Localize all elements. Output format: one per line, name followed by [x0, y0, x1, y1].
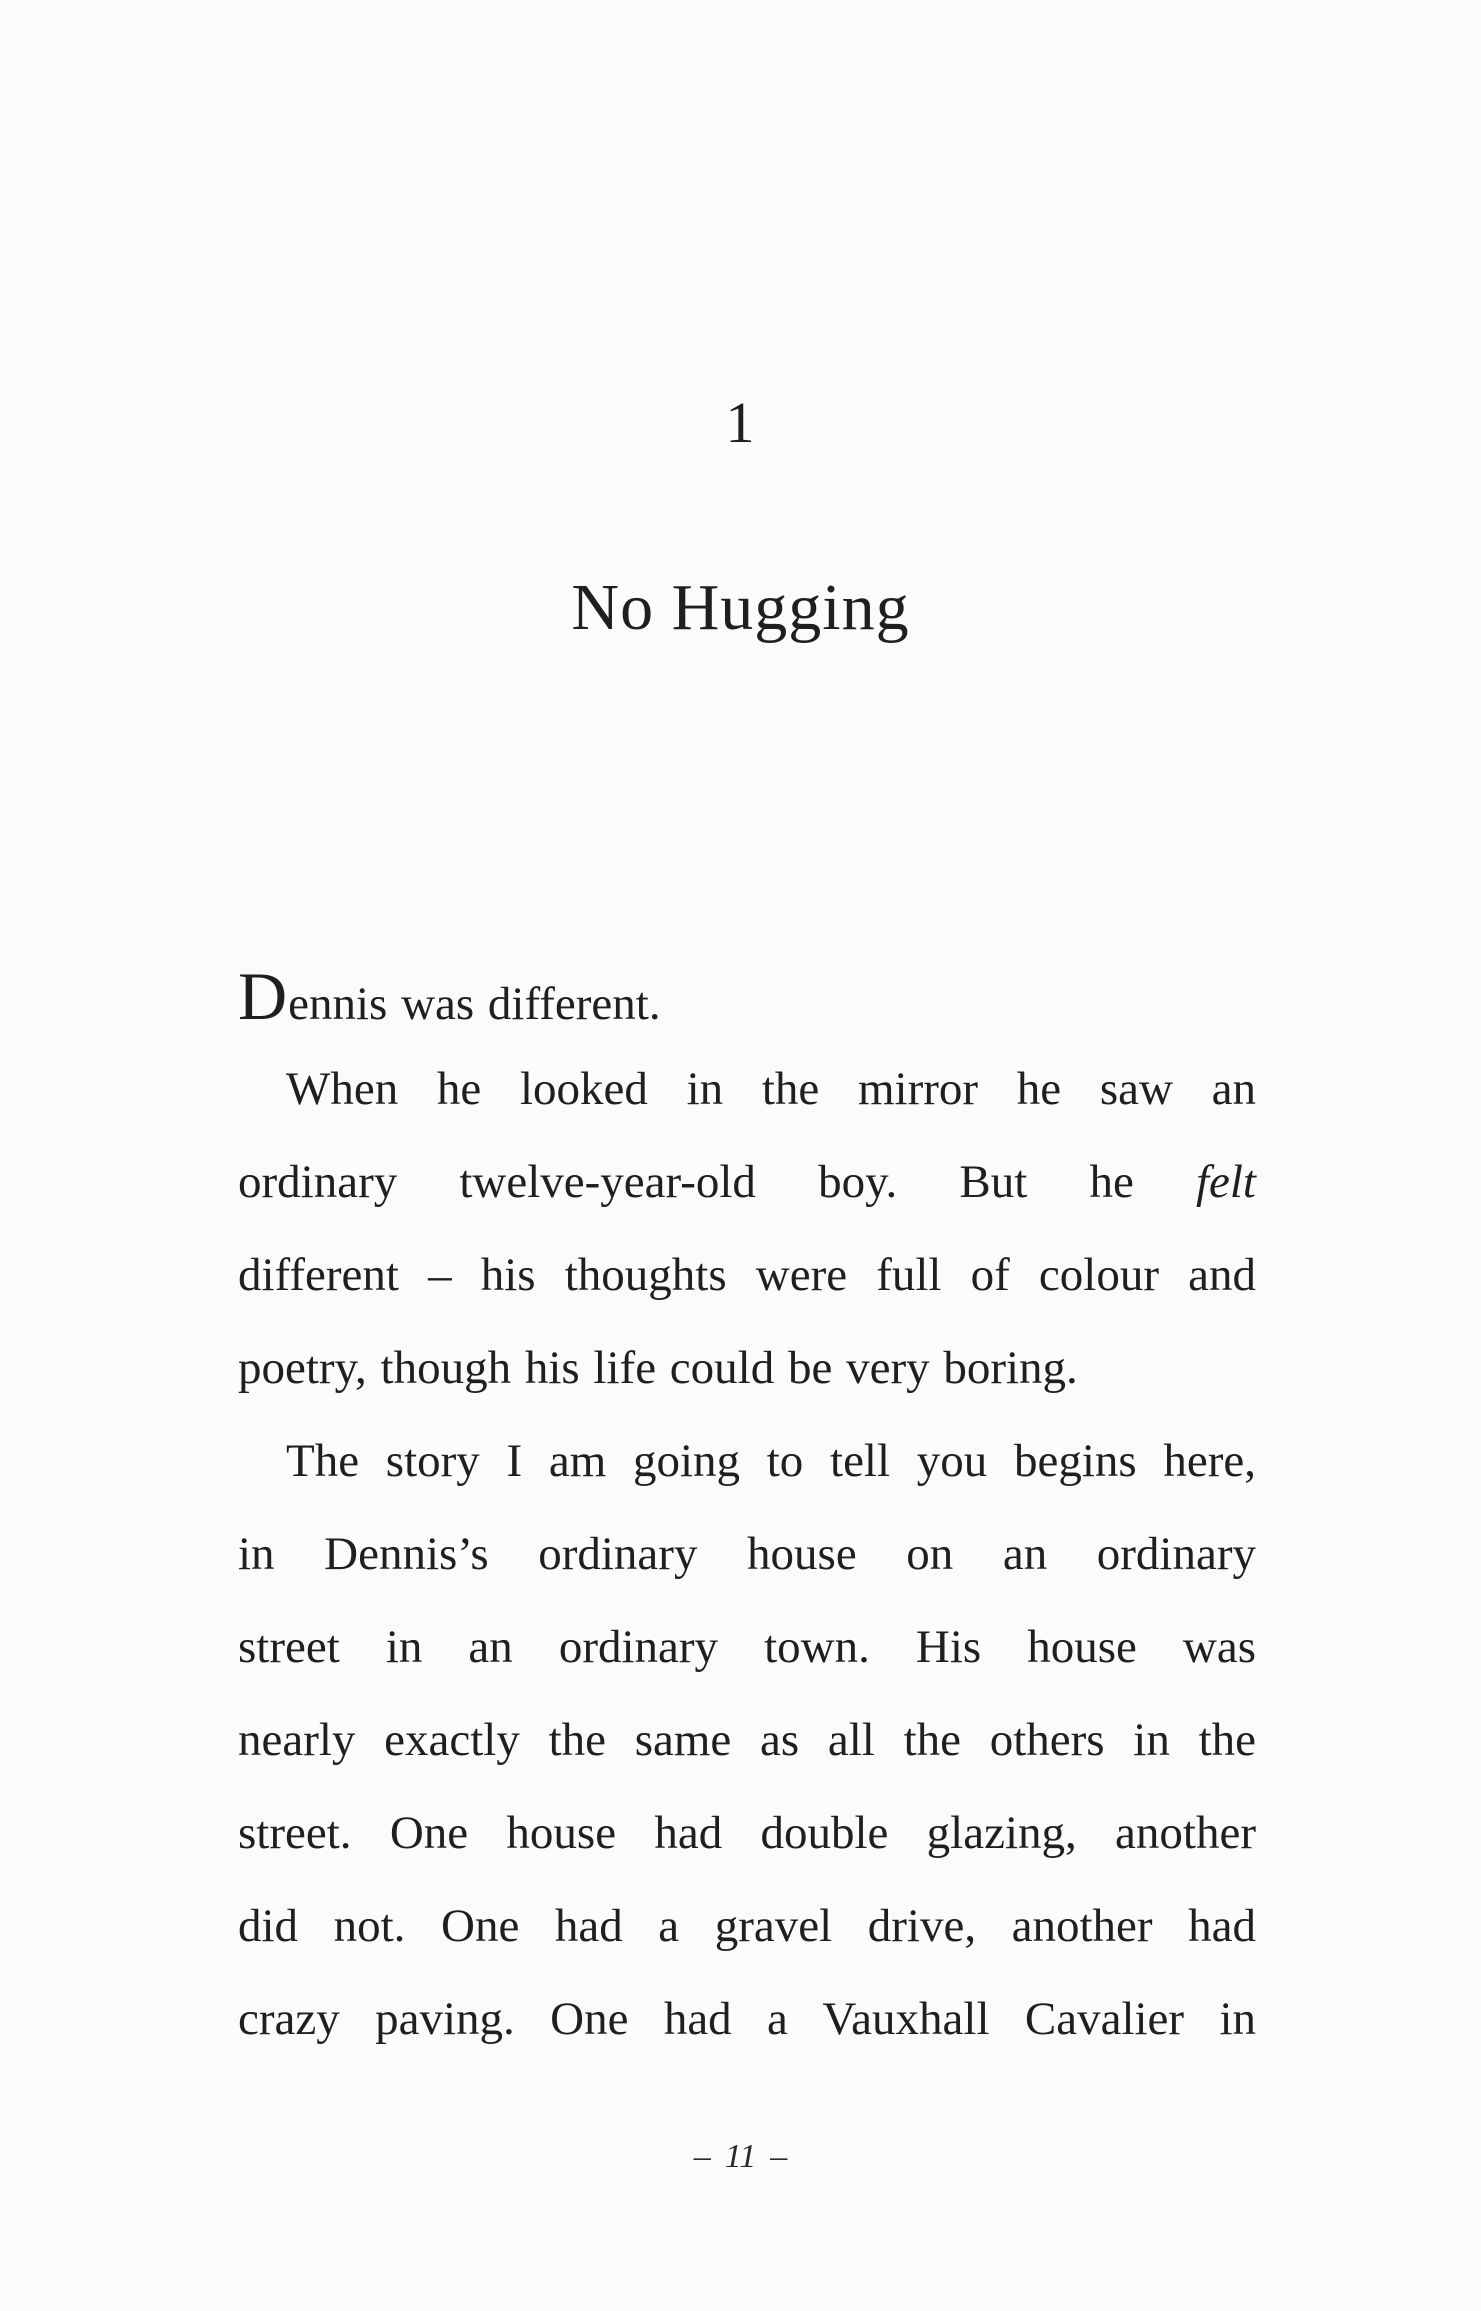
paragraph-line: [238, 1136, 1256, 1229]
folio-dash-left: –: [693, 2138, 711, 2175]
chapter-title: No Hugging: [571, 571, 910, 644]
drop-capital: D: [238, 958, 289, 1034]
paragraph-line: [238, 950, 1256, 1043]
paragraph-line: street. One house had double glazing, another: [238, 1807, 1256, 1859]
chapter-body: [238, 950, 1256, 2066]
chapter-number: 1: [725, 390, 756, 455]
paragraph-line: poetry, though his life could be very boring.: [238, 1342, 1078, 1394]
opening-sentence: ennis was different.: [288, 978, 661, 1030]
paragraph-line: different – his thoughts were full of colour and: [238, 1249, 1256, 1301]
line-text: ordinary twelve-year-old boy. But he: [238, 1156, 1134, 1208]
paragraph-line: crazy paving. One had a Vauxhall Cavalier in: [238, 1993, 1256, 2045]
paragraph-line: nearly exactly the same as all the others in the: [238, 1714, 1256, 1766]
page-number-value: 11: [724, 2138, 757, 2175]
folio-dash-right: –: [770, 2138, 788, 2175]
paragraph-line: When he looked in the mirror he saw an: [286, 1063, 1256, 1115]
paragraph-line: in Dennis’s ordinary house on an ordinary: [238, 1528, 1256, 1580]
paragraph-line: did not. One had a gravel drive, another had: [238, 1900, 1256, 1952]
paragraph-line: The story I am going to tell you begins here,: [286, 1435, 1256, 1487]
paragraph-line: street in an ordinary town. His house was: [238, 1621, 1256, 1673]
page-number: [0, 2132, 1481, 2182]
emphasized-word: felt: [1195, 1156, 1256, 1208]
